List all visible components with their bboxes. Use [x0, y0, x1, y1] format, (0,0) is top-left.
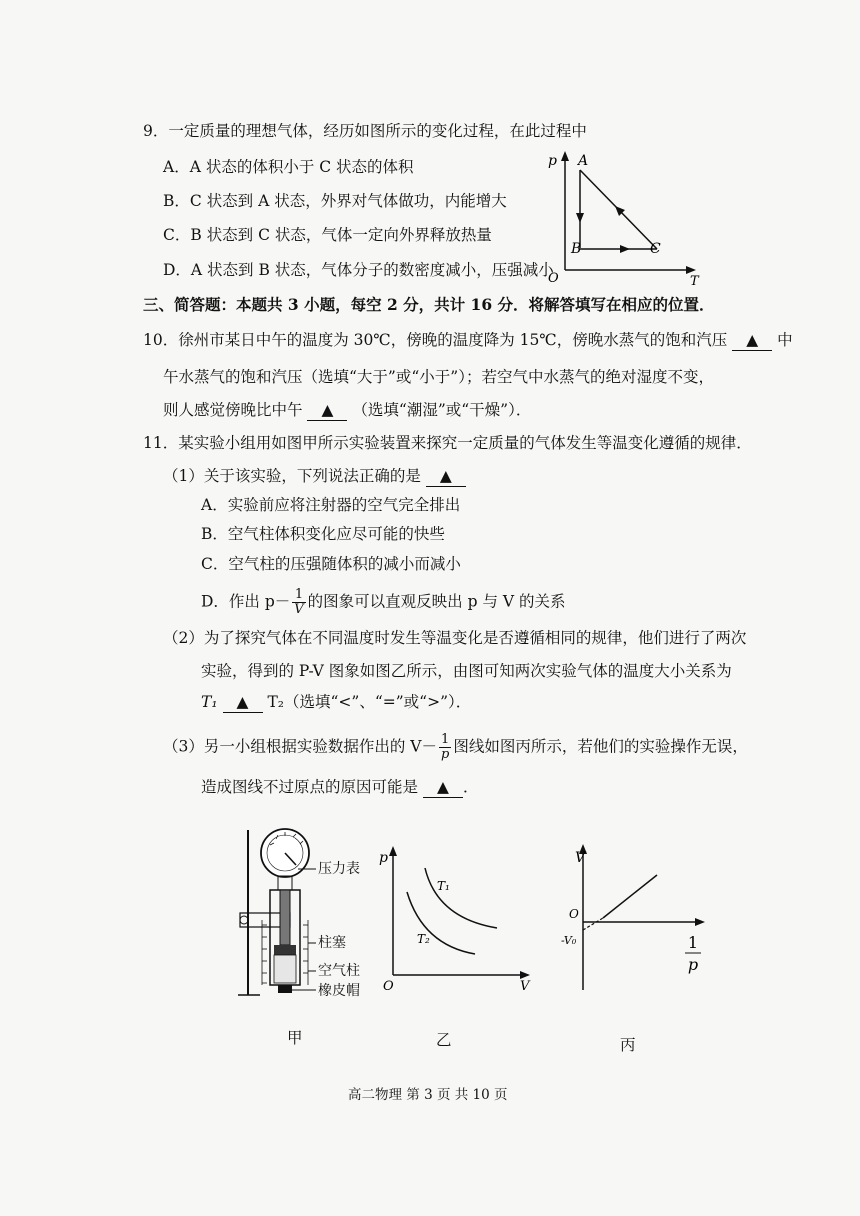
- q11-part3-line2: 造成图线不过原点的原因可能是 ▲ ．: [201, 778, 479, 796]
- bing-intercept: -V₀: [561, 934, 577, 947]
- figure-bing-v-graph: [555, 840, 715, 1000]
- q9-origin: O: [548, 271, 559, 285]
- q10-line1: [143, 330, 793, 351]
- q11-option-b: B．空气柱体积变化应尽可能的快些: [201, 525, 445, 543]
- q9-point-a: A: [578, 153, 589, 169]
- q11-part3-text-b: 图线如图丙所示，若他们的实验操作无误，: [453, 737, 748, 756]
- q9-point-c: C: [650, 241, 661, 257]
- q11-part3-text-a: （3）另一小组根据实验数据作出的 V－: [163, 737, 437, 756]
- q9-axis-p: p: [548, 153, 557, 169]
- bing-axis-den: p: [687, 955, 699, 974]
- q11-part1-text: （1）关于该实验，下列说法正确的是: [163, 467, 421, 485]
- q11-option-a: A．实验前应将注射器的空气完全排出: [201, 496, 461, 514]
- caption-yi: 乙: [436, 1031, 452, 1049]
- fraction-1-over-v: [292, 588, 305, 617]
- label-pressure-gauge: 压力表: [318, 861, 360, 877]
- q11-option-d-text-b: 的图象可以直观反映出 p 与 V 的关系: [307, 592, 566, 611]
- q9-option-b: B．C 状态到 A 状态，外界对气体做功，内能增大: [163, 192, 507, 210]
- q9-option-d: D．A 状态到 B 状态，气体分子的数密度减小，压强减小: [163, 261, 554, 279]
- q10-line3-text-a: 则人感觉傍晚比中午: [163, 401, 303, 419]
- answer-blank: ▲: [223, 692, 263, 713]
- fraction-numerator: 1: [439, 733, 451, 748]
- answer-blank: ▲: [307, 400, 347, 421]
- q9-point-b: B: [571, 241, 582, 257]
- q9-option-c: C．B 状态到 C 状态，气体一定向外界释放热量: [163, 226, 492, 244]
- q9-option-a: A．A 状态的体积小于 C 状态的体积: [163, 158, 414, 176]
- bing-axis-num: 1: [687, 933, 699, 952]
- q9-pt-diagram: [540, 145, 700, 285]
- label-plunger: 柱塞: [318, 935, 346, 951]
- q11-part2-line2: 实验，得到的 P-V 图象如图乙所示，由图可知两次实验气体的温度大小关系为: [201, 662, 732, 680]
- q11-part2-line3: [201, 692, 471, 713]
- q10-line3: [163, 400, 531, 421]
- q10-line1-text-a: 10．徐州市某日中午的温度为 30℃，傍晚的温度降为 15℃，傍晚水蒸气的饱和汽压: [143, 331, 728, 349]
- q11-part2-line1: （2）为了探究气体在不同温度时发生等温变化是否遵循相同的规律，他们进行了两次: [163, 629, 747, 647]
- yi-origin: O: [383, 979, 394, 994]
- yi-axis-p: p: [379, 850, 388, 866]
- answer-blank: ▲: [732, 330, 772, 351]
- label-rubber-cap: 橡皮帽: [318, 983, 360, 999]
- q11-option-c: C．空气柱的压强随体积的减小而减小: [201, 555, 461, 573]
- section-heading: 三、简答题：本题共 3 小题，每空 2 分，共计 16 分．将解答填写在相应的位置．: [143, 295, 715, 314]
- fraction-denominator: p: [440, 747, 450, 762]
- fraction-1-over-p: [439, 733, 451, 762]
- yi-label-t1: T₁: [437, 879, 450, 893]
- page-footer: 高二物理 第 3 页 共 10 页: [348, 1087, 508, 1103]
- fraction-numerator: 1: [292, 588, 305, 603]
- q11-part3-line1: [163, 733, 748, 762]
- q9-stem: 9．一定质量的理想气体，经历如图所示的变化过程，在此过程中: [143, 122, 587, 140]
- curve-t1: [425, 868, 497, 928]
- answer-blank: ▲: [423, 777, 463, 798]
- bing-origin: O: [569, 907, 579, 921]
- caption-jia: 甲: [287, 1029, 303, 1047]
- q10-line2: 午水蒸气的饱和汽压（选填“大于”或“小于”）；若空气中水蒸气的绝对湿度不变，: [163, 368, 714, 386]
- q11-part1-stem: [163, 466, 466, 487]
- q11-option-d: [201, 588, 566, 617]
- q10-line3-text-b: （选填“潮湿”或“干燥”）．: [352, 401, 532, 419]
- figure-yi-pv-graph: [375, 840, 535, 995]
- caption-bing: 丙: [620, 1036, 636, 1054]
- bing-line: [603, 875, 657, 918]
- fraction-denominator: V: [294, 602, 304, 617]
- yi-axis-v: V: [520, 979, 530, 994]
- yi-label-t2: T₂: [417, 932, 430, 946]
- q9-axis-t: T: [690, 274, 699, 285]
- t1-label: T₁: [201, 693, 218, 711]
- q11-stem: 11．某实验小组用如图甲所示实验装置来探究一定质量的气体发生等温变化遵循的规律．: [143, 434, 752, 452]
- answer-blank: ▲: [426, 466, 466, 487]
- q11-part2-line3-text: T₂（选填“<”、“=”或“>”）．: [267, 693, 472, 711]
- label-air-column: 空气柱: [318, 963, 360, 979]
- q10-line1-text-b: 中: [777, 331, 793, 349]
- bing-axis-v: V: [575, 850, 586, 866]
- q11-option-d-text-a: D．作出 p－: [201, 592, 291, 611]
- q11-part3-line2-text: 造成图线不过原点的原因可能是: [201, 778, 419, 796]
